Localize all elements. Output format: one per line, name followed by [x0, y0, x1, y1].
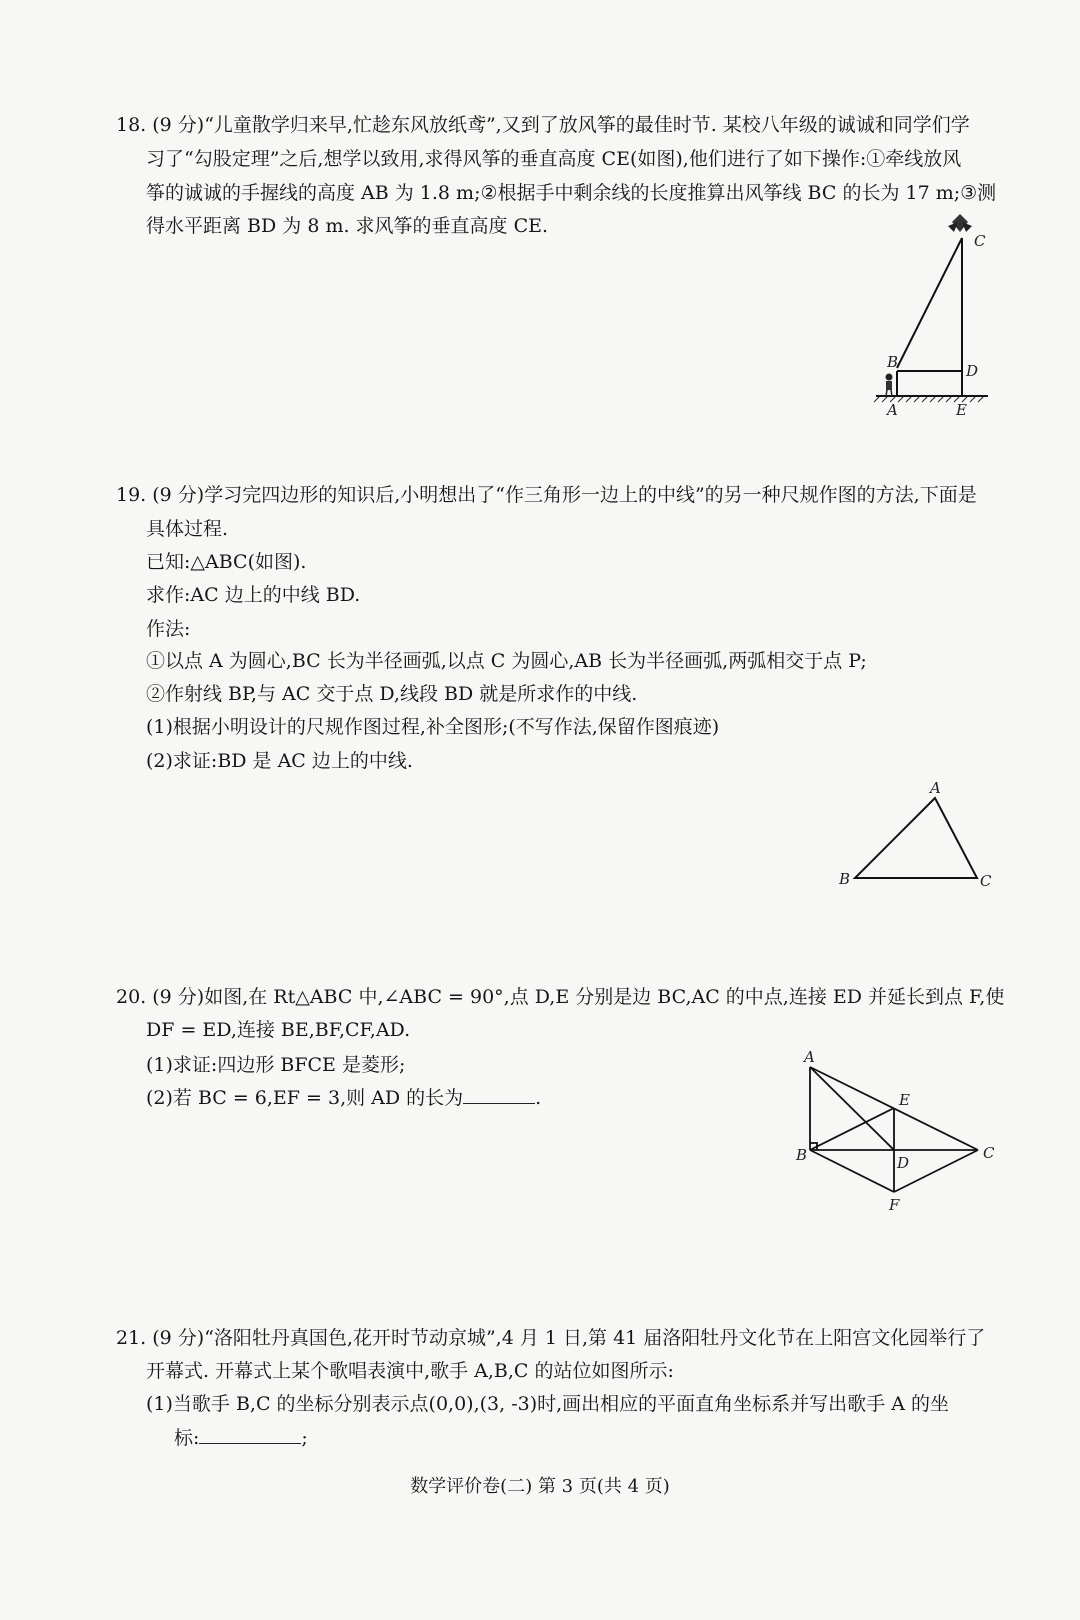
q21-line-4: 标: ; [174, 1427, 308, 1449]
q21-line-1: 21. (9 分)“洛阳牡丹真国色,花开时节动京城”,4 月 1 日,第 41 届洛阳牡丹文化节在上阳宫文化园举行了 [116, 1327, 986, 1349]
label-d: D [897, 1154, 910, 1172]
q20-part2-text: (2)若 BC = 6,EF = 3,则 AD 的长为 [146, 1087, 464, 1109]
q19-line-7: ②作射线 BP,与 AC 交于点 D,线段 BD 就是所求作的中线. [146, 683, 638, 705]
q18-line-3: 筝的诚诚的手握线的高度 AB 为 1.8 m;②根据手中剩余线的长度推算出风筝线 BC 的长为 17 m;③测 [146, 182, 997, 204]
q18-line-2: 习了“勾股定理”之后,想学以致用,求得风筝的垂直高度 CE(如图),他们进行了如下操作:①牵线放风 [146, 148, 962, 170]
q19-line-3: 已知:△ABC(如图). [146, 551, 307, 573]
label-f: F [889, 1196, 900, 1214]
label-a: A [804, 1048, 815, 1066]
label-b: B [839, 870, 851, 888]
q18-line-4: 得水平距离 BD 为 8 m. 求风筝的垂直高度 CE. [146, 215, 549, 237]
q20-line-3: (1)求证:四边形 BFCE 是菱形; [146, 1054, 406, 1076]
q19-line-9: (2)求证:BD 是 AC 边上的中线. [146, 750, 413, 772]
label-a: A [887, 401, 898, 419]
q19-line-2: 具体过程. [146, 518, 229, 540]
label-b: B [887, 353, 899, 371]
label-c: C [983, 1144, 995, 1162]
label-e: E [956, 401, 967, 419]
label-b: B [796, 1146, 808, 1164]
label-c: C [980, 872, 992, 890]
label-c: C [974, 232, 986, 250]
page-footer: 数学评价卷(二) 第 3 页(共 4 页) [410, 1476, 670, 1497]
label-e: E [899, 1091, 910, 1109]
q18-line-1: 18. (9 分)“儿童散学归来早,忙趁东风放纸鸢”,又到了放风筝的最佳时节. 某校八年级的诚诚和同学们学 [116, 114, 970, 136]
label-a: A [930, 779, 941, 797]
q21-line-2: 开幕式. 开幕式上某个歌唱表演中,歌手 A,B,C 的站位如图所示: [146, 1360, 674, 1382]
q19-line-5: 作法: [146, 618, 191, 640]
q19-line-4: 求作:AC 边上的中线 BD. [146, 584, 361, 606]
q19-line-8: (1)根据小明设计的尺规作图过程,补全图形;(不写作法,保留作图痕迹) [146, 716, 720, 738]
coordinate-blank[interactable] [199, 1442, 301, 1444]
q20-line-2: DF = ED,连接 BE,BF,CF,AD. [146, 1019, 411, 1041]
label-d: D [966, 362, 979, 380]
q19-line-6: ①以点 A 为圆心,BC 长为半径画弧,以点 C 为圆心,AB 长为半径画弧,两弧相交于点 P; [146, 650, 867, 672]
q19-line-1: 19. (9 分)学习完四边形的知识后,小明想出了“作三角形一边上的中线”的另一种尺规作图的方法,下面是 [116, 484, 977, 506]
q20-line-4: (2)若 BC = 6,EF = 3,则 AD 的长为 . [146, 1087, 542, 1109]
q20-line-1: 20. (9 分)如图,在 Rt△ABC 中,∠ABC = 90°,点 D,E 分别是边 BC,AC 的中点,连接 ED 并延长到点 F,使 [116, 986, 1005, 1008]
q21-line-3: (1)当歌手 B,C 的坐标分别表示点(0,0),(3, -3)时,画出相应的平面直角坐标系并写出歌手 A 的坐 [146, 1393, 949, 1415]
